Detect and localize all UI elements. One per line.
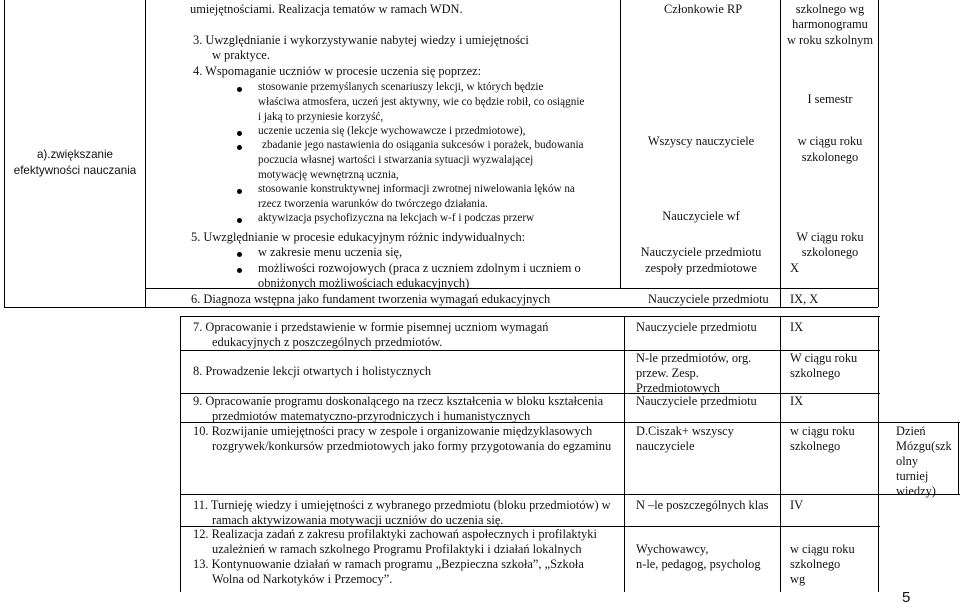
term-cell: szkolnego: [790, 439, 841, 453]
table-border-left: [4, 0, 5, 307]
notes-cell: Dzień: [896, 424, 926, 438]
term-cell: szkolnego: [790, 557, 841, 571]
notes-cell: Mózgu(szk: [896, 439, 952, 453]
term-cell: szkolonego: [801, 245, 859, 259]
term-cell: w ciągu roku: [790, 424, 855, 438]
item-7-text: 7. Opracowanie i przedstawienie w formie pisemnej uczniom wymagań: [193, 320, 549, 334]
page-number: 5: [902, 589, 911, 606]
term-cell: I semestr: [807, 92, 853, 106]
responsible-cell: przew. Zesp.: [636, 366, 699, 380]
responsible-cell: n-le, pedagog, psycholog: [636, 557, 761, 571]
term-cell: wg: [790, 572, 806, 586]
item-5-bullet: obniżonych możliwościach edukacyjnych): [258, 276, 470, 290]
responsible-cell: N –le poszczególnych klas: [636, 498, 769, 512]
bullet-icon: [237, 131, 242, 136]
responsible-cell: nauczyciele: [636, 439, 695, 453]
lower-table-left: [180, 316, 181, 592]
responsible-cell: Nauczyciele przedmiotu: [640, 245, 762, 259]
item-12-text: 12. Realizacja zadań z zakresu profilaktyki zachowań aspołecznych i profilaktyki: [193, 527, 597, 541]
term-cell: szkolonego: [801, 150, 859, 164]
item-13-text: Wolna od Narkotyków i Przemocy”.: [212, 572, 393, 586]
responsible-cell: N-le przedmiotów, org.: [636, 351, 752, 365]
notes-cell: olny: [896, 454, 919, 468]
responsible-cell: D.Ciszak+ wszyscy: [636, 424, 734, 438]
item-3-text: 3. Uwzględnianie i wykorzystywanie nabytej wiedzy i umiejętności: [193, 33, 529, 47]
responsible-cell: Nauczyciele przedmiotu: [636, 320, 757, 334]
item-10-text: rozgrywek/konkursów przedmiotowych jako formy przygotowania do egzaminu: [212, 439, 612, 453]
bullet-icon: [237, 218, 242, 223]
bullet-icon: [237, 189, 242, 194]
row-divider-8: [180, 350, 880, 351]
item-9-text: przedmiotów matematyczno-przyrodniczych i humanistycznych: [212, 409, 531, 423]
bullet-icon: [237, 87, 242, 92]
bullet-icon: [237, 145, 242, 150]
item-11-text: 11. Turnieję wiedzy i umiejętności z wybranego przedmiotu (bloku przedmiotów) w: [193, 498, 611, 512]
table-divider-term: [780, 0, 781, 307]
item-13-text: 13. Kontynuowanie działań w ramach programu „Bezpieczna szkoła”, „Szkoła: [193, 557, 584, 571]
item-4-bullet: motywację wewnętrzną ucznia,: [258, 169, 399, 181]
text-line: umiejętnościami. Realizacja tematów w ramach WDN.: [190, 2, 463, 16]
item-4-bullet: właściwa atmosfera, uczeń jest aktywny, wie co będzie robił, co osiągnie: [258, 96, 585, 108]
bullet-icon: [237, 252, 242, 257]
lower-table-top: [180, 316, 880, 317]
term-cell: szkolnego: [790, 366, 841, 380]
table-bottom-border: [4, 307, 878, 308]
item-4-bullet: stosowanie konstruktywnej informacji zwrotnej niwelowania lęków na: [258, 183, 575, 195]
table-divider-responsible: [620, 0, 621, 288]
notes-cell: wiedzy): [896, 484, 936, 498]
row-divider-11: [180, 494, 960, 495]
term-cell: W ciągu roku: [790, 351, 858, 365]
notes-cell: turniej: [896, 469, 929, 483]
item-4-bullet: uczenie uczenia się (lekcje wychowawcze i przedmiotowe),: [258, 125, 526, 137]
term-cell: IV: [790, 498, 804, 512]
item-5-bullet: możliwości rozwojowych (praca z uczniem zdolnym i uczniem o: [258, 261, 581, 275]
term-cell: IX, X: [790, 292, 819, 306]
bullet-icon: [237, 268, 242, 273]
table-divider-goal: [145, 0, 146, 307]
term-cell: w ciągu roku: [797, 134, 863, 148]
lower-table-divider-notes: [878, 316, 879, 592]
responsible-cell: Nauczyciele przedmiotu: [636, 394, 757, 408]
responsible-cell: Nauczyciele przedmiotu: [648, 292, 769, 306]
term-cell: IX: [790, 394, 804, 408]
item-4-bullet: poczucia własnej wartości i stwarzania sytuacji wyzwalającej: [258, 154, 534, 166]
term-cell: szkolnego wg: [795, 2, 865, 16]
item-4-bullet: rzecz tworzenia warunków do twórczego działania.: [258, 198, 488, 210]
responsible-cell: Członkowie RP: [664, 2, 743, 16]
table-border-right: [878, 0, 879, 307]
row-divider-6-top: [145, 288, 878, 289]
item-3-text: w praktyce.: [212, 48, 270, 62]
term-cell: IX: [790, 320, 804, 334]
lower-table-divider-term: [780, 316, 781, 592]
item-5-title: 5. Uwzględnianie w procesie edukacyjnym różnic indywidualnych:: [191, 230, 526, 244]
item-4-bullet: i jaką to przyniesie korzyść,: [258, 111, 384, 123]
responsible-cell: Nauczyciele wf: [662, 209, 740, 223]
item-8-text: 8. Prowadzenie lekcji otwartych i holistycznych: [193, 364, 432, 378]
item-4-bullet: stosowanie przemyślanych scenariuszy lekcji, w których będzie: [258, 81, 544, 93]
responsible-cell: Przedmiotowych: [636, 381, 720, 395]
responsible-cell: Wszyscy nauczyciele: [647, 134, 755, 148]
term-cell: harmonogramu: [792, 17, 868, 31]
term-cell: w ciągu roku: [790, 542, 855, 556]
lower-table-divider-responsible: [624, 316, 625, 592]
responsible-cell: zespoły przedmiotowe: [645, 261, 757, 275]
item-7-text: edukacyjnych z poszczególnych przedmiotów.: [212, 335, 443, 349]
notes-column-right: [958, 422, 959, 494]
item-10-text: 10. Rozwijanie umiejętności pracy w zespole i organizowanie międzyklasowych: [193, 424, 593, 438]
item-4-bullet: aktywizacja psychofizyczna na lekcjach w-f i podczas przerw: [258, 212, 535, 224]
item-6-text: 6. Diagnoza wstępna jako fundament tworzenia wymagań edukacyjnych: [191, 292, 551, 306]
item-5-bullet: w zakresie menu uczenia się,: [258, 245, 403, 259]
goal-label: a).zwiększanie efektywności nauczania: [13, 148, 137, 177]
item-11-text: ramach aktywizowania motywacji uczniów do uczenia się.: [212, 513, 504, 527]
responsible-cell: Wychowawcy,: [636, 542, 709, 556]
term-cell: w roku szkolnym: [786, 33, 874, 47]
term-cell: X: [790, 261, 799, 275]
term-cell: W ciągu roku: [796, 230, 864, 244]
item-4-bullet: zbadanie jego nastawienia do osiągania sukcesów i porażek, budowania: [262, 139, 584, 151]
item-4-title: 4. Wspomaganie uczniów w procesie uczenia się poprzez:: [193, 64, 482, 78]
item-12-text: uzależnień w ramach szkolnego Programu Profilaktyki i działań lokalnych: [212, 542, 582, 556]
item-9-text: 9. Opracowanie programu doskonalącego na rzecz kształcenia w bloku kształcenia: [193, 394, 604, 408]
